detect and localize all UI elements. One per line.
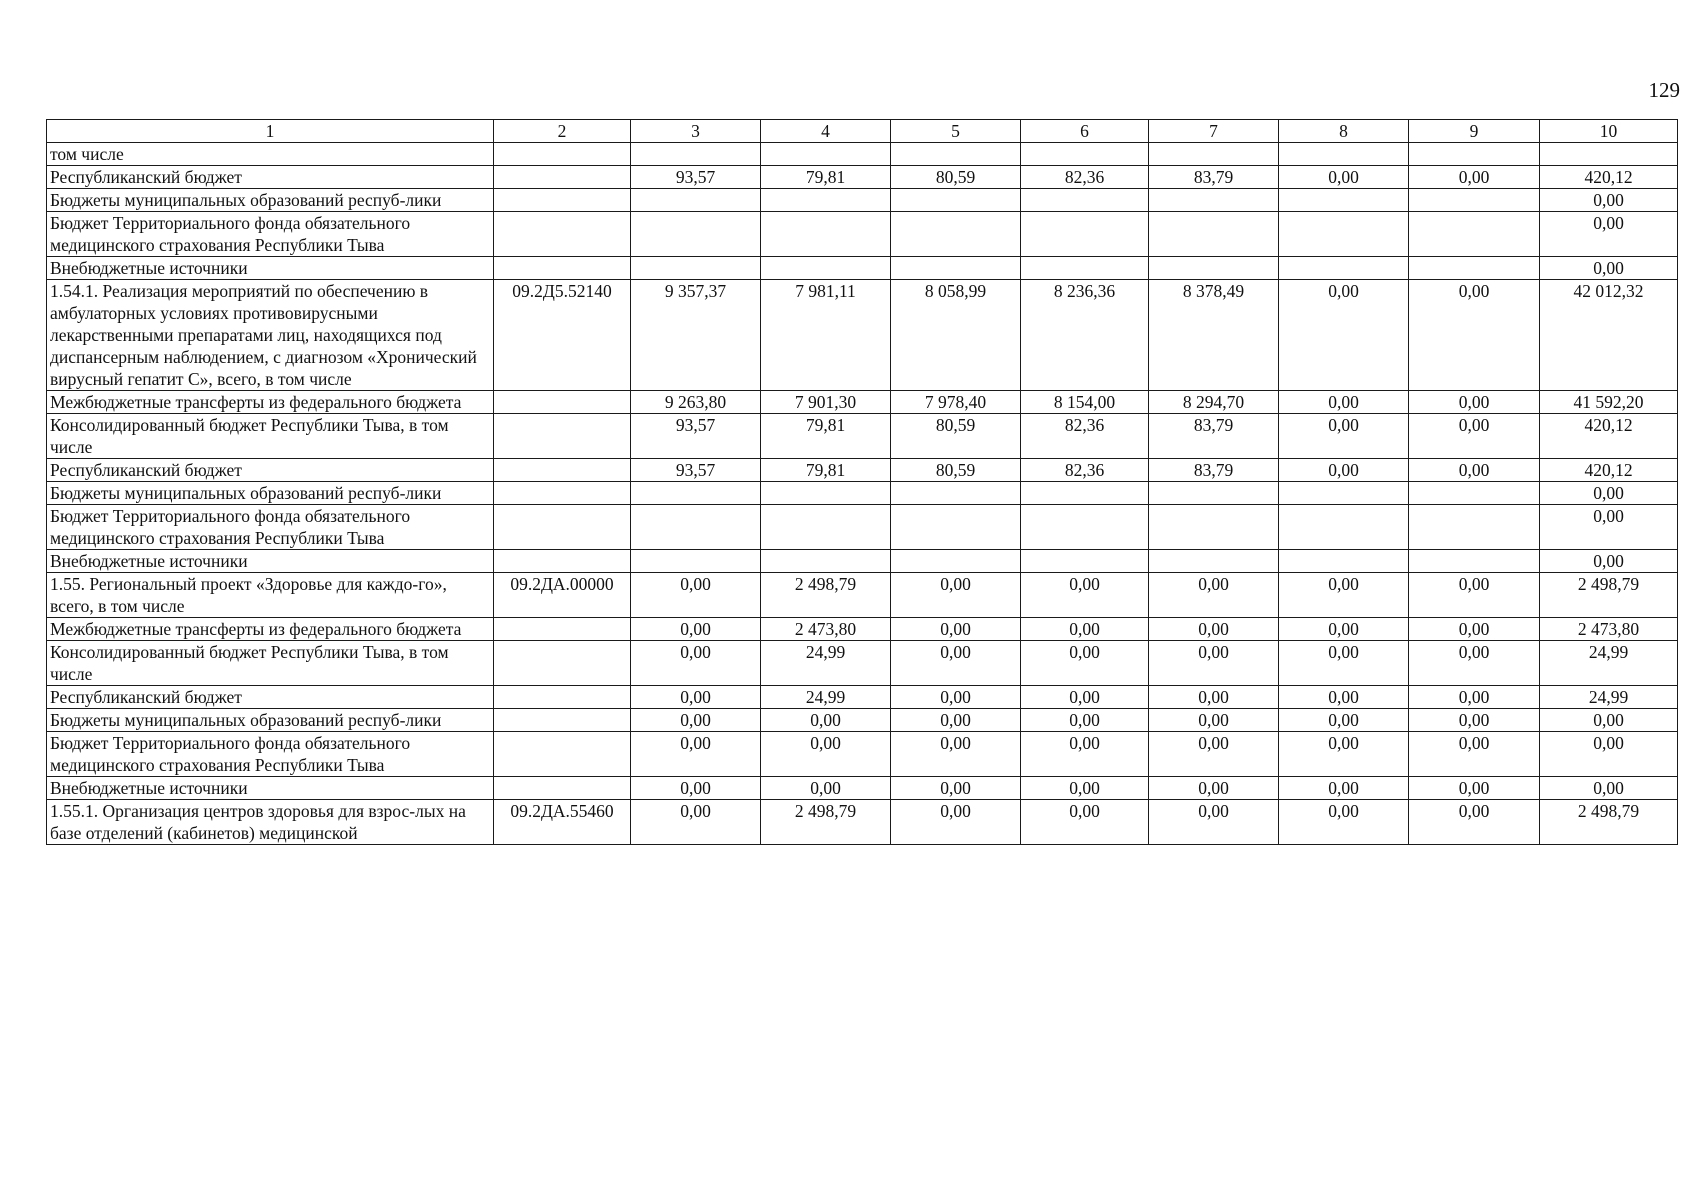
value-cell-col-9: 0,00 <box>1409 166 1540 189</box>
value-cell-col-5: 80,59 <box>891 459 1021 482</box>
value-cell-col-4 <box>761 212 891 257</box>
value-cell-col-10 <box>1540 143 1678 166</box>
row-label: Республиканский бюджет <box>47 166 494 189</box>
value-cell-col-6 <box>1021 550 1149 573</box>
budget-code <box>494 732 631 777</box>
value-cell-col-8 <box>1279 212 1409 257</box>
value-cell-col-3 <box>631 212 761 257</box>
budget-code <box>494 459 631 482</box>
value-cell-col-6 <box>1021 212 1149 257</box>
value-cell-col-5: 0,00 <box>891 686 1021 709</box>
value-cell-col-7: 0,00 <box>1149 573 1279 618</box>
table-row <box>47 166 1678 189</box>
value-cell-col-4: 24,99 <box>761 686 891 709</box>
value-cell-col-9: 0,00 <box>1409 641 1540 686</box>
budget-code <box>494 618 631 641</box>
value-cell-col-3: 0,00 <box>631 800 761 845</box>
table-row <box>47 800 1678 845</box>
budget-code <box>494 777 631 800</box>
value-cell-col-7: 0,00 <box>1149 641 1279 686</box>
value-cell-col-9: 0,00 <box>1409 732 1540 777</box>
budget-code <box>494 505 631 550</box>
value-cell-col-9 <box>1409 482 1540 505</box>
value-cell-col-9 <box>1409 550 1540 573</box>
column-header: 6 <box>1021 120 1149 143</box>
value-cell-col-8: 0,00 <box>1279 573 1409 618</box>
value-cell-col-5 <box>891 189 1021 212</box>
column-header: 1 <box>47 120 494 143</box>
budget-code <box>494 482 631 505</box>
table-body <box>47 143 1678 845</box>
value-cell-col-5 <box>891 550 1021 573</box>
value-cell-col-8: 0,00 <box>1279 686 1409 709</box>
value-cell-col-6: 0,00 <box>1021 709 1149 732</box>
value-cell-col-8: 0,00 <box>1279 414 1409 459</box>
value-cell-col-3: 9 357,37 <box>631 280 761 391</box>
value-cell-col-7: 0,00 <box>1149 732 1279 777</box>
row-label: Консолидированный бюджет Республики Тыва, в том числе <box>47 641 494 686</box>
value-cell-col-8: 0,00 <box>1279 709 1409 732</box>
value-cell-col-6: 0,00 <box>1021 800 1149 845</box>
value-cell-col-8 <box>1279 550 1409 573</box>
value-cell-col-3: 93,57 <box>631 166 761 189</box>
value-cell-col-7: 8 378,49 <box>1149 280 1279 391</box>
row-label: Межбюджетные трансферты из федерального бюджета <box>47 391 494 414</box>
budget-code <box>494 641 631 686</box>
value-cell-col-6: 0,00 <box>1021 732 1149 777</box>
row-label: Консолидированный бюджет Республики Тыва, в том числе <box>47 414 494 459</box>
value-cell-col-3 <box>631 257 761 280</box>
value-cell-col-9 <box>1409 143 1540 166</box>
row-label: Республиканский бюджет <box>47 459 494 482</box>
value-cell-col-3: 0,00 <box>631 709 761 732</box>
table-row <box>47 777 1678 800</box>
value-cell-col-4: 79,81 <box>761 166 891 189</box>
budget-code <box>494 709 631 732</box>
value-cell-col-5: 80,59 <box>891 414 1021 459</box>
value-cell-col-5: 0,00 <box>891 800 1021 845</box>
budget-code <box>494 257 631 280</box>
row-label: Бюджет Территориального фонда обязательного медицинского страхования Республики Тыва <box>47 732 494 777</box>
value-cell-col-7: 0,00 <box>1149 686 1279 709</box>
budget-code <box>494 189 631 212</box>
value-cell-col-10: 0,00 <box>1540 777 1678 800</box>
value-cell-col-10: 0,00 <box>1540 505 1678 550</box>
value-cell-col-9 <box>1409 212 1540 257</box>
row-label: Бюджет Территориального фонда обязательного медицинского страхования Республики Тыва <box>47 505 494 550</box>
value-cell-col-6 <box>1021 257 1149 280</box>
value-cell-col-8: 0,00 <box>1279 459 1409 482</box>
budget-code <box>494 550 631 573</box>
value-cell-col-10: 0,00 <box>1540 550 1678 573</box>
value-cell-col-10: 42 012,32 <box>1540 280 1678 391</box>
table-row <box>47 709 1678 732</box>
value-cell-col-9 <box>1409 189 1540 212</box>
row-label: том числе <box>47 143 494 166</box>
page-number: 129 <box>1648 78 1680 102</box>
value-cell-col-7 <box>1149 189 1279 212</box>
value-cell-col-8: 0,00 <box>1279 280 1409 391</box>
budget-code: 09.2ДА.00000 <box>494 573 631 618</box>
value-cell-col-4: 7 901,30 <box>761 391 891 414</box>
budget-code <box>494 166 631 189</box>
value-cell-col-6 <box>1021 482 1149 505</box>
value-cell-col-5 <box>891 257 1021 280</box>
table-row <box>47 482 1678 505</box>
value-cell-col-6: 82,36 <box>1021 414 1149 459</box>
value-cell-col-3: 0,00 <box>631 732 761 777</box>
value-cell-col-9: 0,00 <box>1409 391 1540 414</box>
row-label: Бюджет Территориального фонда обязательного медицинского страхования Республики Тыва <box>47 212 494 257</box>
column-header: 10 <box>1540 120 1678 143</box>
value-cell-col-7: 83,79 <box>1149 166 1279 189</box>
value-cell-col-4 <box>761 482 891 505</box>
column-header: 5 <box>891 120 1021 143</box>
table-row <box>47 212 1678 257</box>
value-cell-col-7 <box>1149 212 1279 257</box>
value-cell-col-9: 0,00 <box>1409 709 1540 732</box>
table-row <box>47 391 1678 414</box>
value-cell-col-10: 420,12 <box>1540 166 1678 189</box>
value-cell-col-7: 83,79 <box>1149 459 1279 482</box>
row-label: Внебюджетные источники <box>47 550 494 573</box>
value-cell-col-7 <box>1149 482 1279 505</box>
table-row <box>47 573 1678 618</box>
value-cell-col-9: 0,00 <box>1409 459 1540 482</box>
table-row <box>47 143 1678 166</box>
row-label: 1.55.1. Организация центров здоровья для взрос-лых на базе отделений (кабинетов) медицинской <box>47 800 494 845</box>
value-cell-col-4: 2 498,79 <box>761 800 891 845</box>
row-label: Внебюджетные источники <box>47 257 494 280</box>
value-cell-col-5: 7 978,40 <box>891 391 1021 414</box>
value-cell-col-3 <box>631 505 761 550</box>
value-cell-col-7 <box>1149 505 1279 550</box>
value-cell-col-7 <box>1149 143 1279 166</box>
column-header: 8 <box>1279 120 1409 143</box>
column-header: 9 <box>1409 120 1540 143</box>
value-cell-col-3: 0,00 <box>631 686 761 709</box>
table-row <box>47 641 1678 686</box>
value-cell-col-9 <box>1409 505 1540 550</box>
value-cell-col-5: 0,00 <box>891 777 1021 800</box>
row-label: 1.54.1. Реализация мероприятий по обеспечению в амбулаторных условиях противовирусными лекарственными препаратами лиц, находящихся под диспансерным наблюдением, с диагнозом «Хронический вирусный гепатит С», всего, в том числе <box>47 280 494 391</box>
value-cell-col-10: 420,12 <box>1540 459 1678 482</box>
value-cell-col-10: 0,00 <box>1540 212 1678 257</box>
value-cell-col-10: 2 498,79 <box>1540 800 1678 845</box>
value-cell-col-4 <box>761 143 891 166</box>
value-cell-col-4 <box>761 257 891 280</box>
value-cell-col-8: 0,00 <box>1279 800 1409 845</box>
value-cell-col-10: 41 592,20 <box>1540 391 1678 414</box>
row-label: Межбюджетные трансферты из федерального бюджета <box>47 618 494 641</box>
table-row <box>47 280 1678 391</box>
value-cell-col-6: 82,36 <box>1021 459 1149 482</box>
value-cell-col-4: 0,00 <box>761 709 891 732</box>
value-cell-col-8: 0,00 <box>1279 777 1409 800</box>
value-cell-col-6: 0,00 <box>1021 777 1149 800</box>
value-cell-col-6: 82,36 <box>1021 166 1149 189</box>
value-cell-col-6: 0,00 <box>1021 686 1149 709</box>
table-row <box>47 618 1678 641</box>
value-cell-col-5 <box>891 212 1021 257</box>
value-cell-col-10: 0,00 <box>1540 732 1678 777</box>
column-header: 2 <box>494 120 631 143</box>
column-header: 4 <box>761 120 891 143</box>
value-cell-col-10: 24,99 <box>1540 641 1678 686</box>
value-cell-col-8 <box>1279 482 1409 505</box>
value-cell-col-5: 0,00 <box>891 573 1021 618</box>
value-cell-col-4: 2 498,79 <box>761 573 891 618</box>
value-cell-col-7 <box>1149 550 1279 573</box>
column-header: 7 <box>1149 120 1279 143</box>
value-cell-col-10: 24,99 <box>1540 686 1678 709</box>
value-cell-col-7: 8 294,70 <box>1149 391 1279 414</box>
value-cell-col-8: 0,00 <box>1279 641 1409 686</box>
value-cell-col-8 <box>1279 505 1409 550</box>
value-cell-col-6: 8 236,36 <box>1021 280 1149 391</box>
value-cell-col-10: 0,00 <box>1540 709 1678 732</box>
row-label: Бюджеты муниципальных образований респуб-лики <box>47 709 494 732</box>
table-row <box>47 550 1678 573</box>
value-cell-col-4: 2 473,80 <box>761 618 891 641</box>
value-cell-col-10: 2 473,80 <box>1540 618 1678 641</box>
budget-code: 09.2Д5.52140 <box>494 280 631 391</box>
value-cell-col-3: 0,00 <box>631 641 761 686</box>
value-cell-col-3: 93,57 <box>631 459 761 482</box>
value-cell-col-6 <box>1021 143 1149 166</box>
value-cell-col-7 <box>1149 257 1279 280</box>
value-cell-col-9: 0,00 <box>1409 573 1540 618</box>
value-cell-col-4 <box>761 550 891 573</box>
table-row <box>47 686 1678 709</box>
row-label: 1.55. Региональный проект «Здоровье для каждо-го», всего, в том числе <box>47 573 494 618</box>
value-cell-col-5: 80,59 <box>891 166 1021 189</box>
value-cell-col-5: 8 058,99 <box>891 280 1021 391</box>
budget-code <box>494 391 631 414</box>
budget-code: 09.2ДА.55460 <box>494 800 631 845</box>
value-cell-col-8: 0,00 <box>1279 732 1409 777</box>
value-cell-col-4: 79,81 <box>761 414 891 459</box>
value-cell-col-3: 0,00 <box>631 777 761 800</box>
table-row <box>47 505 1678 550</box>
value-cell-col-6: 0,00 <box>1021 573 1149 618</box>
value-cell-col-3: 93,57 <box>631 414 761 459</box>
value-cell-col-9 <box>1409 257 1540 280</box>
value-cell-col-10: 0,00 <box>1540 189 1678 212</box>
value-cell-col-7: 83,79 <box>1149 414 1279 459</box>
value-cell-col-6 <box>1021 189 1149 212</box>
budget-table <box>46 119 1678 845</box>
value-cell-col-3 <box>631 189 761 212</box>
value-cell-col-4 <box>761 189 891 212</box>
value-cell-col-6: 0,00 <box>1021 641 1149 686</box>
row-label: Бюджеты муниципальных образований респуб-лики <box>47 189 494 212</box>
value-cell-col-4: 0,00 <box>761 777 891 800</box>
row-label: Республиканский бюджет <box>47 686 494 709</box>
value-cell-col-8: 0,00 <box>1279 391 1409 414</box>
value-cell-col-7: 0,00 <box>1149 777 1279 800</box>
value-cell-col-3: 9 263,80 <box>631 391 761 414</box>
value-cell-col-5 <box>891 505 1021 550</box>
value-cell-col-10: 420,12 <box>1540 414 1678 459</box>
value-cell-col-3: 0,00 <box>631 573 761 618</box>
value-cell-col-7: 0,00 <box>1149 800 1279 845</box>
value-cell-col-9: 0,00 <box>1409 800 1540 845</box>
row-label: Внебюджетные источники <box>47 777 494 800</box>
table-row <box>47 414 1678 459</box>
value-cell-col-5: 0,00 <box>891 618 1021 641</box>
value-cell-col-9: 0,00 <box>1409 777 1540 800</box>
table-row <box>47 257 1678 280</box>
value-cell-col-6 <box>1021 505 1149 550</box>
value-cell-col-7: 0,00 <box>1149 618 1279 641</box>
value-cell-col-10: 0,00 <box>1540 257 1678 280</box>
value-cell-col-5: 0,00 <box>891 732 1021 777</box>
value-cell-col-10: 2 498,79 <box>1540 573 1678 618</box>
value-cell-col-8 <box>1279 143 1409 166</box>
table-row <box>47 732 1678 777</box>
value-cell-col-4: 0,00 <box>761 732 891 777</box>
value-cell-col-9: 0,00 <box>1409 686 1540 709</box>
value-cell-col-8 <box>1279 257 1409 280</box>
value-cell-col-8: 0,00 <box>1279 166 1409 189</box>
value-cell-col-9: 0,00 <box>1409 618 1540 641</box>
value-cell-col-5 <box>891 482 1021 505</box>
row-label: Бюджеты муниципальных образований респуб-лики <box>47 482 494 505</box>
table-row <box>47 459 1678 482</box>
value-cell-col-4: 24,99 <box>761 641 891 686</box>
value-cell-col-9: 0,00 <box>1409 414 1540 459</box>
value-cell-col-4: 79,81 <box>761 459 891 482</box>
value-cell-col-8 <box>1279 189 1409 212</box>
value-cell-col-7: 0,00 <box>1149 709 1279 732</box>
value-cell-col-3 <box>631 143 761 166</box>
value-cell-col-4 <box>761 505 891 550</box>
table-row <box>47 189 1678 212</box>
column-header: 3 <box>631 120 761 143</box>
value-cell-col-3 <box>631 482 761 505</box>
budget-code <box>494 212 631 257</box>
header-row <box>47 120 1678 143</box>
budget-code <box>494 414 631 459</box>
value-cell-col-3 <box>631 550 761 573</box>
value-cell-col-5: 0,00 <box>891 709 1021 732</box>
value-cell-col-9: 0,00 <box>1409 280 1540 391</box>
value-cell-col-10: 0,00 <box>1540 482 1678 505</box>
value-cell-col-5: 0,00 <box>891 641 1021 686</box>
value-cell-col-6: 8 154,00 <box>1021 391 1149 414</box>
budget-code <box>494 143 631 166</box>
value-cell-col-8: 0,00 <box>1279 618 1409 641</box>
value-cell-col-3: 0,00 <box>631 618 761 641</box>
value-cell-col-4: 7 981,11 <box>761 280 891 391</box>
value-cell-col-5 <box>891 143 1021 166</box>
value-cell-col-6: 0,00 <box>1021 618 1149 641</box>
budget-code <box>494 686 631 709</box>
